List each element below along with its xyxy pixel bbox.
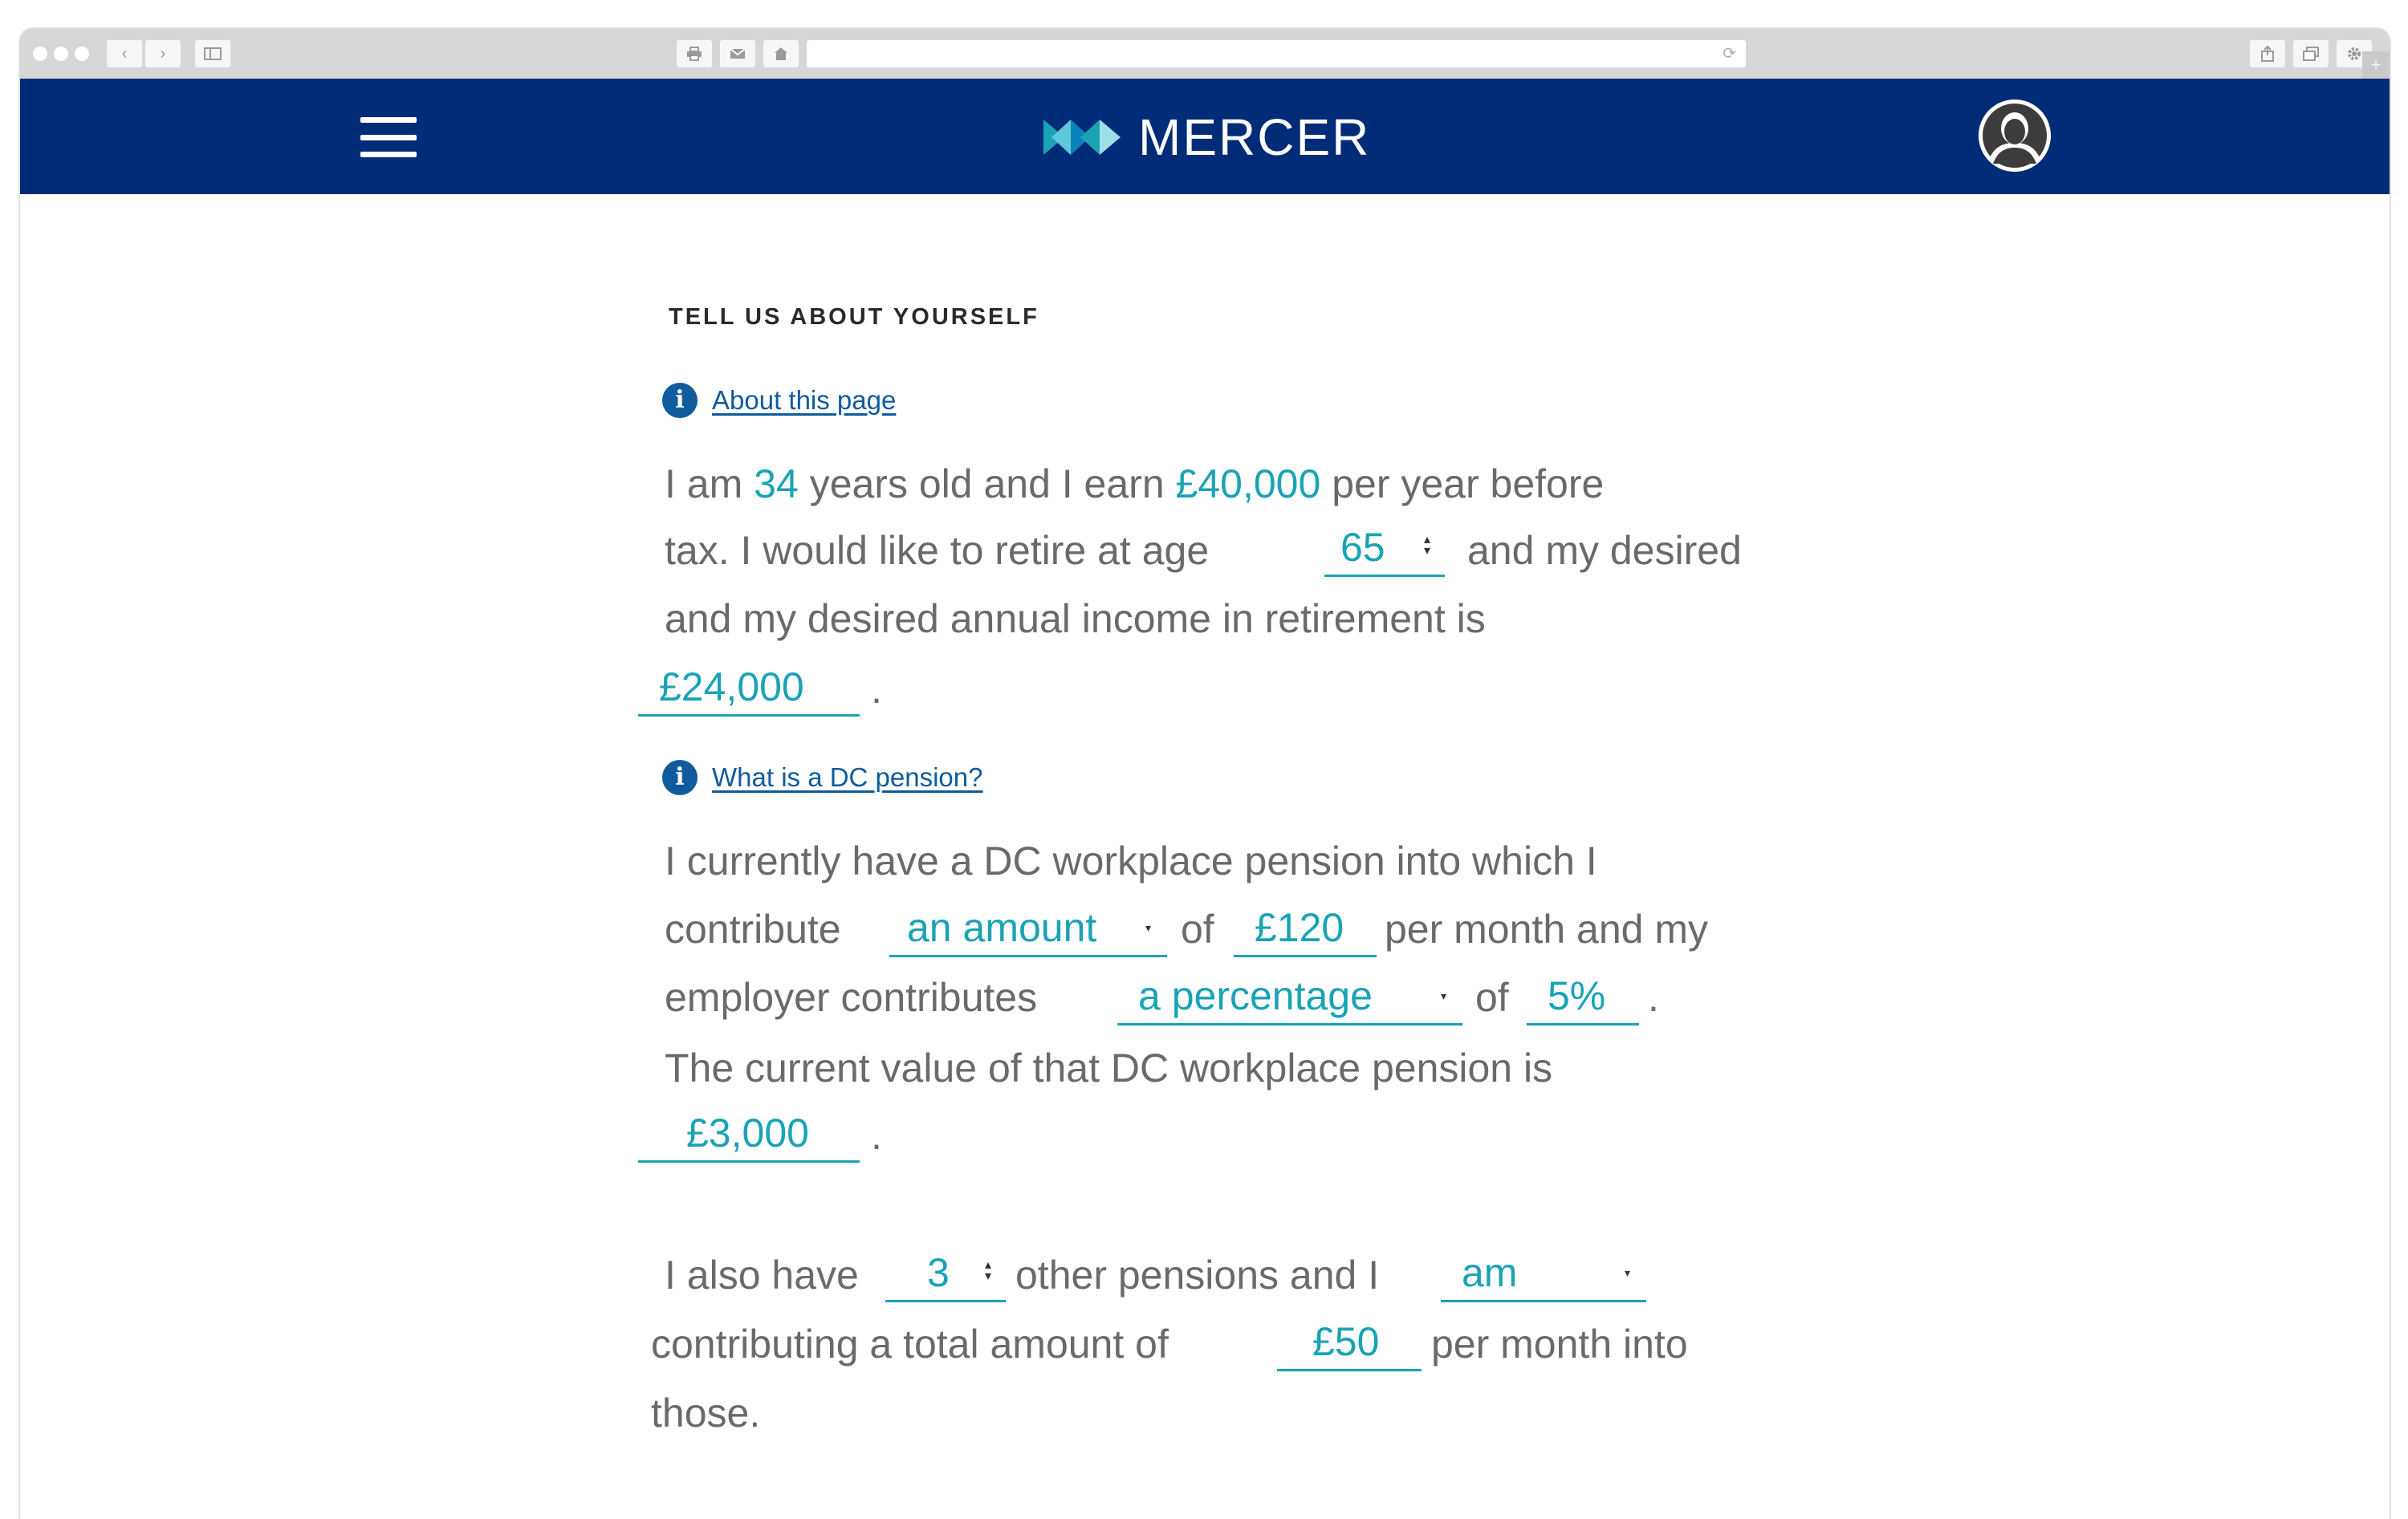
stepper-arrows-icon: ▴ ▾ bbox=[1423, 533, 1430, 558]
current-value: £3,000 bbox=[686, 1111, 809, 1155]
para3-line1-mid bbox=[1015, 1252, 1379, 1298]
home-icon bbox=[774, 47, 788, 61]
about-page-link[interactable] bbox=[662, 383, 896, 418]
para2-line2-end bbox=[1385, 906, 1708, 952]
tabs-button[interactable] bbox=[2293, 40, 2329, 67]
static-text: per year before bbox=[1332, 461, 1605, 506]
para2-of-2 bbox=[1475, 974, 1509, 1021]
share-icon bbox=[2261, 46, 2274, 62]
para3-line1 bbox=[665, 1252, 859, 1298]
static-text: employer contributes bbox=[665, 975, 1038, 1020]
chevron-down-icon: ▾ bbox=[1440, 989, 1446, 1002]
static-text: tax. I would like to retire at age bbox=[665, 528, 1210, 573]
static-text: and my desired annual income in retirement is bbox=[665, 596, 1486, 641]
para1-line2-end bbox=[1467, 527, 1742, 574]
maximize-window-dot[interactable] bbox=[75, 47, 89, 61]
dc-pension-link-text[interactable]: What is a DC pension? bbox=[712, 762, 983, 792]
total-amount-input[interactable] bbox=[1277, 1314, 1422, 1371]
para2-period-2 bbox=[871, 1112, 882, 1159]
reload-icon[interactable]: ⟳ bbox=[1723, 45, 1736, 63]
menu-button[interactable] bbox=[360, 117, 417, 157]
share-button[interactable] bbox=[2250, 40, 2285, 67]
address-bar[interactable] bbox=[807, 40, 1746, 67]
employer-value: 5% bbox=[1548, 973, 1606, 1018]
print-button[interactable] bbox=[677, 40, 712, 67]
browser-toolbar bbox=[20, 29, 2390, 79]
back-button[interactable] bbox=[107, 40, 142, 67]
para1-line1 bbox=[665, 461, 1604, 507]
employer-type-select[interactable] bbox=[1117, 969, 1462, 1026]
stepper-arrows-icon: ▴ ▾ bbox=[984, 1258, 991, 1283]
user-avatar[interactable] bbox=[1979, 100, 2051, 172]
desired-income-value: £24,000 bbox=[659, 664, 804, 709]
brand-name: MERCER bbox=[1138, 108, 1371, 166]
info-icon: i bbox=[662, 760, 698, 795]
chevron-down-icon: ▾ bbox=[1624, 1266, 1630, 1279]
static-text: . bbox=[1648, 975, 1659, 1020]
chevron-right-icon: › bbox=[160, 45, 166, 63]
contributing-status-select[interactable] bbox=[1441, 1245, 1646, 1302]
hamburger-bar bbox=[360, 135, 417, 140]
hamburger-bar bbox=[360, 117, 417, 123]
contribution-type-value: an amount bbox=[907, 905, 1097, 950]
para2-line4 bbox=[665, 1045, 1552, 1091]
window-controls bbox=[33, 47, 89, 61]
static-text: The current value of that DC workplace pension is bbox=[665, 1046, 1553, 1091]
contribution-type-select[interactable] bbox=[889, 900, 1167, 957]
home-button[interactable] bbox=[763, 40, 799, 67]
gear-icon bbox=[2347, 47, 2361, 61]
new-tab-button[interactable] bbox=[2362, 51, 2390, 79]
salary-value: £40,000 bbox=[1175, 461, 1321, 506]
static-text: I currently have a DC workplace pension into which I bbox=[665, 839, 1597, 883]
para1-line3 bbox=[665, 595, 1486, 642]
static-text: . bbox=[871, 667, 882, 712]
page-title: TELL US ABOUT YOURSELF bbox=[669, 304, 1039, 330]
static-text: other pensions and I bbox=[1015, 1253, 1380, 1298]
chevron-left-icon: ‹ bbox=[121, 45, 128, 63]
info-icon: i bbox=[662, 383, 698, 418]
para2-period-1 bbox=[1648, 974, 1659, 1021]
print-icon bbox=[686, 47, 702, 61]
close-window-dot[interactable] bbox=[33, 47, 47, 61]
mercer-logo-icon bbox=[1043, 113, 1121, 161]
user-icon bbox=[1979, 100, 2051, 172]
sidebar-button[interactable] bbox=[195, 40, 230, 67]
desired-income-input[interactable] bbox=[638, 660, 860, 717]
contribution-value: £120 bbox=[1255, 905, 1344, 950]
para2-line3 bbox=[665, 974, 1037, 1021]
hamburger-bar bbox=[360, 152, 417, 157]
para3-line3 bbox=[651, 1390, 760, 1436]
para1-period bbox=[871, 666, 882, 713]
contributing-status-value: am bbox=[1462, 1250, 1518, 1295]
forward-button[interactable] bbox=[145, 40, 181, 67]
retire-age-value: 65 bbox=[1340, 525, 1385, 570]
static-text: years old and I earn bbox=[809, 461, 1165, 506]
total-amount-value: £50 bbox=[1312, 1319, 1380, 1364]
static-text: contributing a total amount of bbox=[651, 1322, 1169, 1367]
mail-button[interactable] bbox=[720, 40, 755, 67]
para2-line1 bbox=[665, 838, 1597, 884]
about-page-link-text[interactable]: About this page bbox=[712, 385, 897, 415]
para3-line2 bbox=[651, 1321, 1169, 1367]
para3-line2-end bbox=[1431, 1321, 1688, 1367]
retire-age-stepper[interactable] bbox=[1324, 520, 1445, 577]
employer-value-input[interactable] bbox=[1527, 969, 1639, 1026]
age-value: 34 bbox=[754, 461, 799, 506]
mail-icon bbox=[730, 48, 746, 59]
static-text: per month into bbox=[1431, 1322, 1688, 1367]
static-text: of bbox=[1475, 975, 1509, 1020]
tabs-icon bbox=[2303, 47, 2319, 61]
dc-pension-link[interactable] bbox=[662, 760, 983, 795]
static-text: I am bbox=[665, 461, 743, 506]
chevron-down-icon: ▾ bbox=[1145, 921, 1151, 934]
plus-icon: + bbox=[2370, 55, 2382, 75]
contribution-value-input[interactable] bbox=[1234, 900, 1377, 957]
static-text: per month and my bbox=[1385, 907, 1708, 952]
current-value-input[interactable] bbox=[638, 1106, 860, 1163]
para2-line2 bbox=[665, 906, 841, 952]
browser-window bbox=[20, 29, 2390, 1519]
sidebar-icon bbox=[204, 47, 222, 60]
static-text: and my desired bbox=[1467, 528, 1742, 573]
employer-type-value: a percentage bbox=[1138, 973, 1373, 1018]
static-text: those. bbox=[651, 1391, 761, 1436]
minimize-window-dot[interactable] bbox=[54, 47, 68, 61]
mercer-logo[interactable] bbox=[1043, 108, 1370, 167]
static-text: . bbox=[871, 1113, 882, 1158]
para1-line2 bbox=[665, 527, 1209, 574]
static-text: of bbox=[1181, 907, 1214, 952]
para2-of-1 bbox=[1181, 906, 1214, 952]
static-text: I also have bbox=[665, 1253, 859, 1298]
app-header bbox=[20, 79, 2390, 194]
other-pensions-stepper[interactable] bbox=[885, 1245, 1006, 1302]
other-pensions-count: 3 bbox=[927, 1250, 950, 1295]
static-text: contribute bbox=[665, 907, 841, 952]
